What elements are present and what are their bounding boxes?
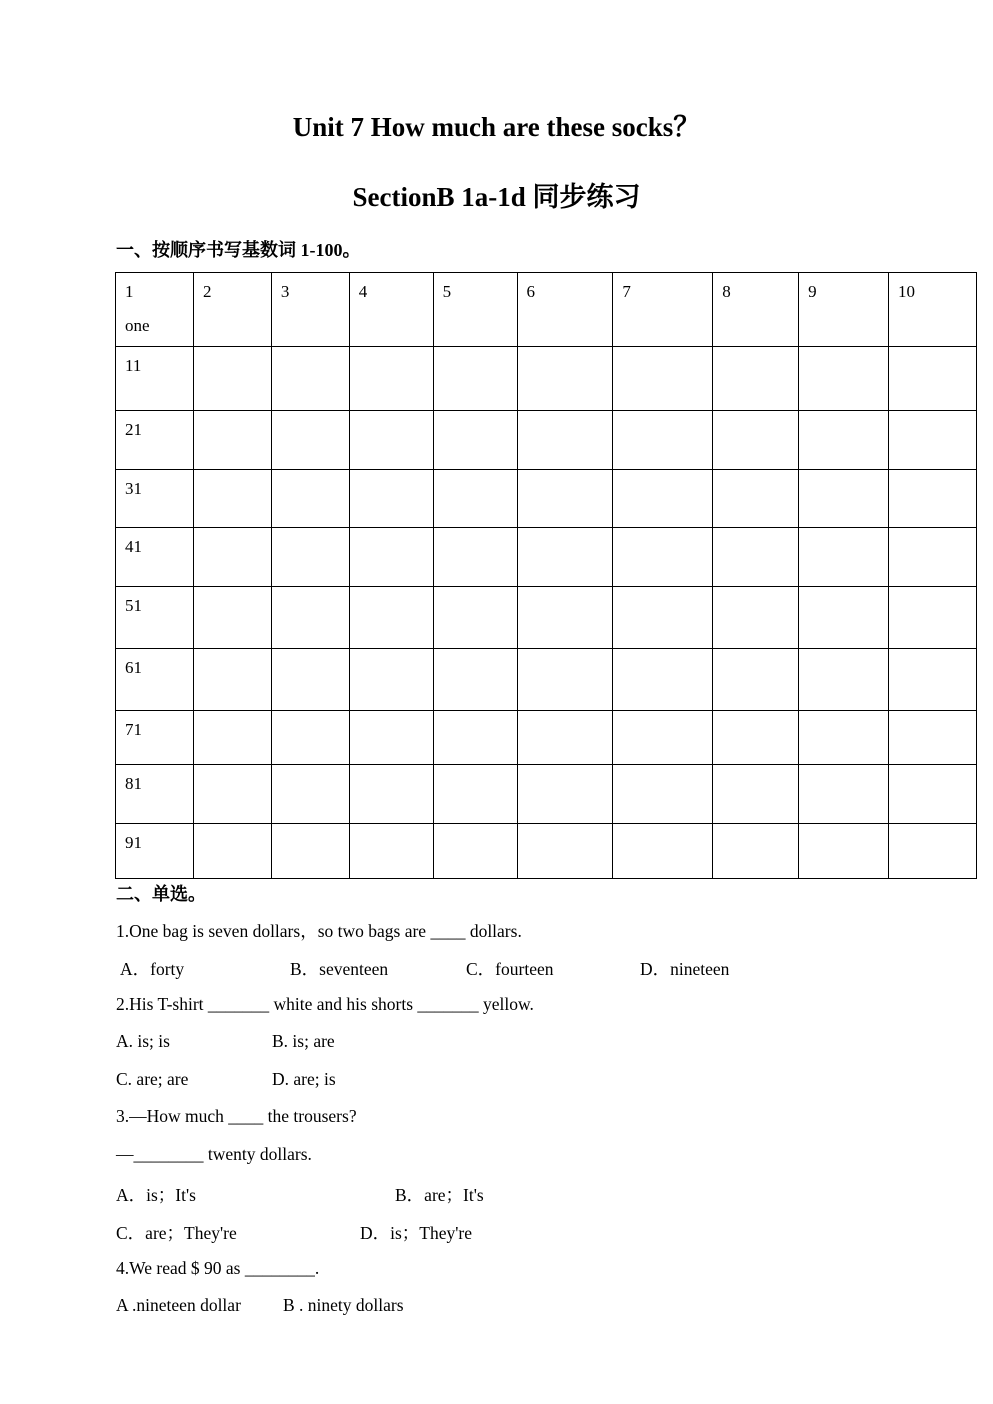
grid-cell[interactable] bbox=[613, 711, 713, 765]
grid-row bbox=[116, 273, 977, 347]
grid-cell[interactable] bbox=[349, 587, 433, 649]
grid-cell[interactable]: 11 bbox=[116, 347, 194, 411]
q1-option-c[interactable]: C．fourteen bbox=[466, 959, 554, 979]
grid-cell[interactable] bbox=[193, 411, 271, 470]
question-4-stem: 4.We read $ 90 as ________. bbox=[116, 1258, 320, 1278]
grid-cell[interactable] bbox=[889, 587, 977, 649]
grid-cell[interactable] bbox=[713, 587, 799, 649]
grid-cell[interactable] bbox=[349, 765, 433, 824]
grid-cell[interactable] bbox=[713, 649, 799, 711]
grid-cell[interactable] bbox=[613, 528, 713, 587]
grid-cell[interactable] bbox=[713, 411, 799, 470]
grid-cell[interactable]: 5 bbox=[433, 273, 517, 347]
grid-cell[interactable] bbox=[433, 411, 517, 470]
grid-cell[interactable]: 51 bbox=[116, 587, 194, 649]
grid-cell[interactable] bbox=[271, 470, 349, 528]
grid-cell[interactable] bbox=[433, 649, 517, 711]
grid-cell[interactable]: 8 bbox=[713, 273, 799, 347]
grid-cell[interactable] bbox=[517, 765, 613, 824]
grid-cell[interactable]: 31 bbox=[116, 470, 194, 528]
grid-cell[interactable] bbox=[193, 587, 271, 649]
grid-cell[interactable] bbox=[613, 649, 713, 711]
grid-cell[interactable] bbox=[271, 347, 349, 411]
grid-cell[interactable] bbox=[349, 470, 433, 528]
grid-cell[interactable] bbox=[889, 649, 977, 711]
grid-cell[interactable] bbox=[193, 470, 271, 528]
grid-row bbox=[116, 711, 977, 765]
grid-cell[interactable] bbox=[889, 470, 977, 528]
q3-option-d[interactable]: D．is；They're bbox=[360, 1223, 473, 1243]
page-subtitle: SectionB 1a-1d 同步练习 bbox=[352, 182, 641, 212]
question-2-stem: 2.His T-shirt _______ white and his shorts _______ yellow. bbox=[116, 994, 534, 1014]
grid-cell[interactable] bbox=[193, 765, 271, 824]
grid-cell[interactable] bbox=[349, 411, 433, 470]
grid-cell[interactable] bbox=[613, 347, 713, 411]
grid-cell[interactable] bbox=[613, 587, 713, 649]
grid-cell[interactable] bbox=[433, 711, 517, 765]
grid-cell[interactable] bbox=[193, 649, 271, 711]
grid-cell[interactable] bbox=[349, 824, 433, 879]
question-1-stem: 1.One bag is seven dollars，so two bags are ____ dollars. bbox=[116, 921, 522, 941]
grid-cell[interactable] bbox=[799, 649, 889, 711]
grid-cell[interactable] bbox=[713, 765, 799, 824]
q3-option-c[interactable]: C．are；They're bbox=[116, 1223, 237, 1243]
number-grid bbox=[115, 272, 977, 879]
grid-cell[interactable] bbox=[193, 824, 271, 879]
grid-cell[interactable]: 6 bbox=[517, 273, 613, 347]
grid-cell[interactable] bbox=[889, 824, 977, 879]
grid-cell[interactable] bbox=[433, 824, 517, 879]
grid-cell[interactable]: 4 bbox=[349, 273, 433, 347]
grid-cell[interactable] bbox=[517, 711, 613, 765]
q2-option-c[interactable]: C. are; are bbox=[116, 1069, 189, 1089]
q1-option-b[interactable]: B．seventeen bbox=[290, 959, 389, 979]
grid-cell[interactable] bbox=[889, 347, 977, 411]
grid-row bbox=[116, 347, 977, 411]
grid-cell[interactable] bbox=[799, 470, 889, 528]
grid-cell[interactable] bbox=[889, 765, 977, 824]
grid-cell[interactable] bbox=[193, 347, 271, 411]
q2-option-a[interactable]: A. is; is bbox=[116, 1031, 170, 1051]
grid-cell[interactable] bbox=[799, 411, 889, 470]
grid-cell[interactable] bbox=[517, 470, 613, 528]
q4-option-b[interactable]: B . ninety dollars bbox=[283, 1295, 404, 1315]
question-3-response: —________ twenty dollars. bbox=[116, 1144, 312, 1164]
cell-number: 1 bbox=[125, 282, 134, 301]
grid-cell[interactable] bbox=[433, 470, 517, 528]
grid-cell[interactable] bbox=[349, 347, 433, 411]
grid-cell[interactable] bbox=[433, 528, 517, 587]
grid-cell[interactable]: 71 bbox=[116, 711, 194, 765]
q2-option-d[interactable]: D. are; is bbox=[272, 1069, 336, 1089]
grid-cell[interactable] bbox=[433, 587, 517, 649]
grid-cell[interactable]: 41 bbox=[116, 528, 194, 587]
grid-cell[interactable] bbox=[799, 824, 889, 879]
grid-cell[interactable] bbox=[613, 765, 713, 824]
grid-cell[interactable] bbox=[116, 273, 194, 347]
grid-cell[interactable] bbox=[271, 765, 349, 824]
grid-cell[interactable]: 61 bbox=[116, 649, 194, 711]
grid-cell[interactable] bbox=[271, 649, 349, 711]
cell-word: one bbox=[125, 316, 150, 335]
grid-cell[interactable] bbox=[517, 587, 613, 649]
grid-cell[interactable] bbox=[193, 711, 271, 765]
grid-cell[interactable] bbox=[349, 528, 433, 587]
grid-cell[interactable] bbox=[517, 824, 613, 879]
section-2-heading: 二、单选。 bbox=[116, 884, 206, 904]
section-1-heading: 一、按顺序书写基数词 1-100。 bbox=[116, 240, 361, 260]
grid-cell[interactable] bbox=[433, 347, 517, 411]
grid-cell[interactable] bbox=[889, 528, 977, 587]
grid-cell[interactable] bbox=[433, 765, 517, 824]
grid-row bbox=[116, 649, 977, 711]
grid-cell[interactable] bbox=[713, 470, 799, 528]
grid-cell[interactable] bbox=[349, 649, 433, 711]
grid-cell[interactable] bbox=[799, 587, 889, 649]
q1-option-d[interactable]: D．nineteen bbox=[640, 959, 730, 979]
grid-row bbox=[116, 587, 977, 649]
grid-cell[interactable] bbox=[799, 347, 889, 411]
grid-cell[interactable]: 2 bbox=[193, 273, 271, 347]
grid-cell[interactable] bbox=[799, 765, 889, 824]
grid-cell[interactable] bbox=[517, 528, 613, 587]
q2-option-b[interactable]: B. is; are bbox=[272, 1031, 335, 1051]
grid-cell[interactable]: 7 bbox=[613, 273, 713, 347]
grid-cell[interactable] bbox=[889, 711, 977, 765]
grid-cell[interactable]: 81 bbox=[116, 765, 194, 824]
q1-option-a[interactable]: A．forty bbox=[120, 959, 185, 979]
grid-row bbox=[116, 824, 977, 879]
grid-cell[interactable] bbox=[271, 711, 349, 765]
grid-cell[interactable] bbox=[799, 711, 889, 765]
q3-option-b[interactable]: B．are；It's bbox=[395, 1185, 484, 1205]
grid-cell[interactable] bbox=[517, 347, 613, 411]
grid-cell[interactable] bbox=[889, 411, 977, 470]
grid-cell[interactable] bbox=[517, 649, 613, 711]
grid-row bbox=[116, 411, 977, 470]
q3-option-a[interactable]: A．is；It's bbox=[116, 1185, 196, 1205]
grid-cell[interactable]: 9 bbox=[799, 273, 889, 347]
grid-cell[interactable] bbox=[271, 824, 349, 879]
grid-cell[interactable] bbox=[349, 711, 433, 765]
grid-cell[interactable] bbox=[517, 411, 613, 470]
grid-cell[interactable] bbox=[713, 528, 799, 587]
grid-cell[interactable]: 91 bbox=[116, 824, 194, 879]
grid-cell[interactable]: 10 bbox=[889, 273, 977, 347]
question-3-stem: 3.—How much ____ the trousers? bbox=[116, 1106, 357, 1126]
grid-cell[interactable] bbox=[713, 824, 799, 879]
grid-row bbox=[116, 470, 977, 528]
grid-cell[interactable] bbox=[613, 824, 713, 879]
grid-cell[interactable] bbox=[193, 528, 271, 587]
grid-cell[interactable]: 3 bbox=[271, 273, 349, 347]
grid-cell[interactable] bbox=[713, 347, 799, 411]
page-title: Unit 7 How much are these socks？ bbox=[292, 112, 701, 142]
grid-row bbox=[116, 765, 977, 824]
grid-cell[interactable] bbox=[799, 528, 889, 587]
grid-cell[interactable]: 21 bbox=[116, 411, 194, 470]
q4-option-a[interactable]: A .nineteen dollar bbox=[116, 1295, 241, 1315]
grid-cell[interactable] bbox=[713, 711, 799, 765]
grid-cell[interactable] bbox=[271, 528, 349, 587]
grid-cell[interactable] bbox=[271, 587, 349, 649]
grid-row bbox=[116, 528, 977, 587]
grid-cell[interactable] bbox=[613, 411, 713, 470]
grid-cell[interactable] bbox=[613, 470, 713, 528]
grid-cell[interactable] bbox=[271, 411, 349, 470]
